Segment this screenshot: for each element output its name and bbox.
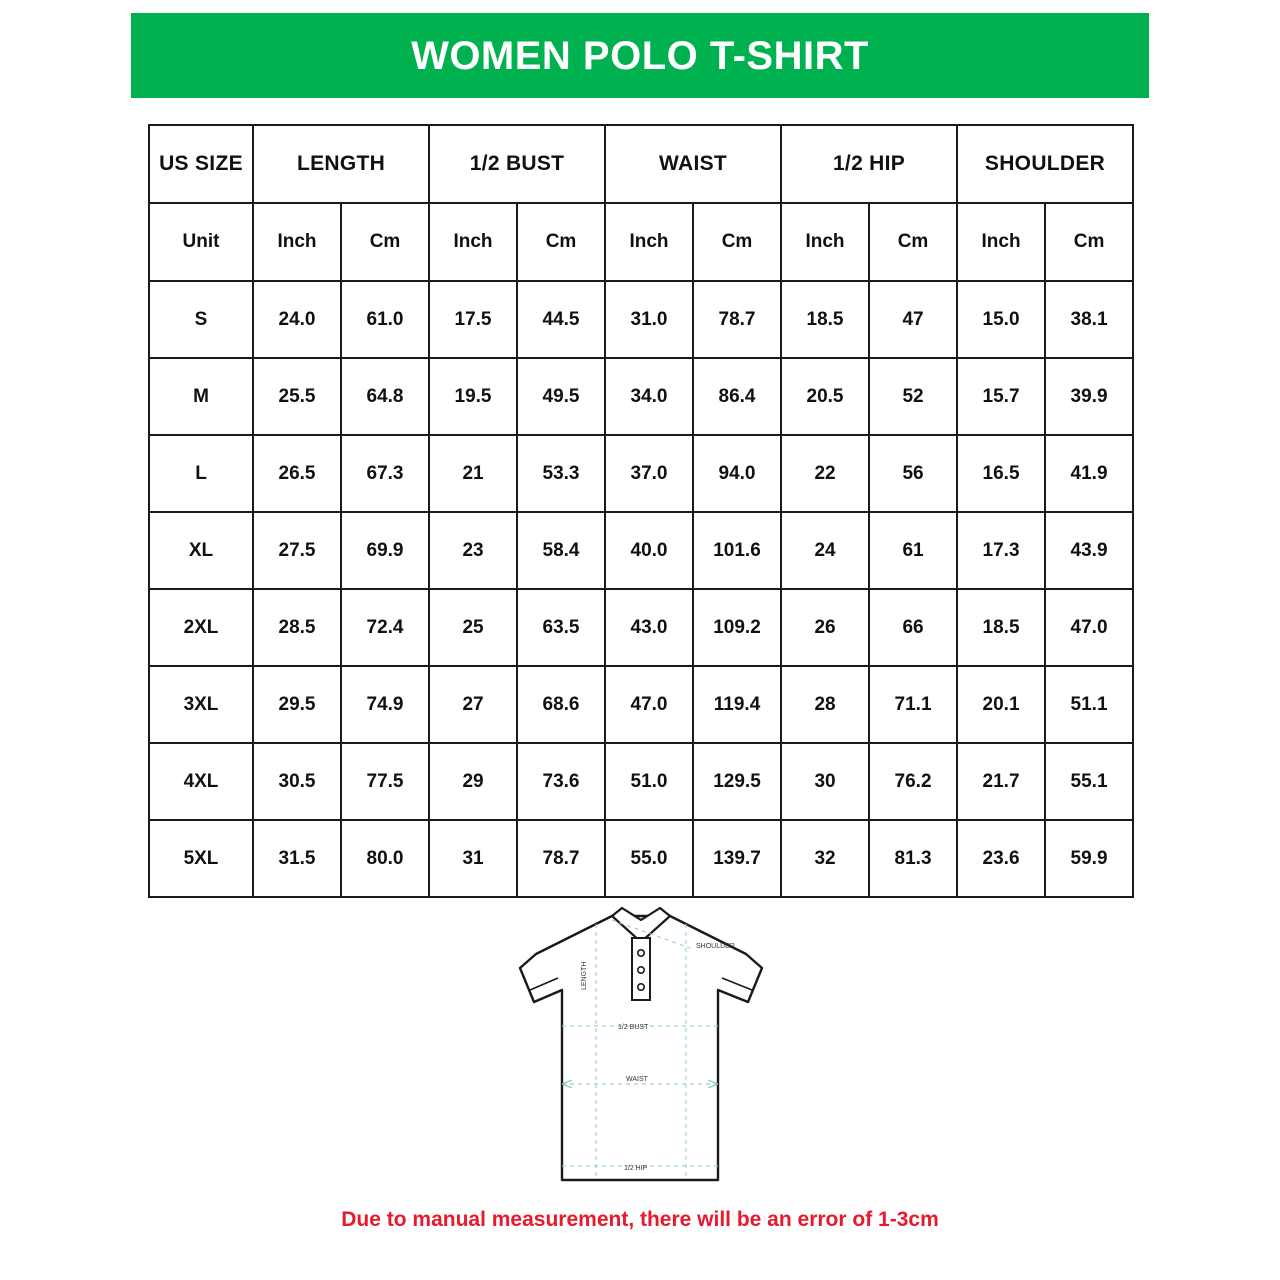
table-row (149, 589, 1133, 666)
group-header-waist: WAIST (605, 125, 781, 203)
cell-value: 37.0 (605, 435, 693, 512)
row-size-label: M (149, 358, 253, 435)
cell-value: 80.0 (341, 820, 429, 897)
cell-value: 15.0 (957, 281, 1045, 358)
row-size-label: 5XL (149, 820, 253, 897)
cell-value: 27.5 (253, 512, 341, 589)
cell-value: 47 (869, 281, 957, 358)
cell-value: 81.3 (869, 820, 957, 897)
cell-value: 24 (781, 512, 869, 589)
cell-value: 76.2 (869, 743, 957, 820)
row-size-label: S (149, 281, 253, 358)
cell-value: 139.7 (693, 820, 781, 897)
unit-header-waist-cm: Cm (693, 203, 781, 281)
unit-header-length-inch: Inch (253, 203, 341, 281)
cell-value: 31 (429, 820, 517, 897)
cell-value: 41.9 (1045, 435, 1133, 512)
unit-header-shoulder-inch: Inch (957, 203, 1045, 281)
table-row (149, 281, 1133, 358)
cell-value: 52 (869, 358, 957, 435)
cell-value: 32 (781, 820, 869, 897)
unit-header-shoulder-cm: Cm (1045, 203, 1133, 281)
cell-value: 28.5 (253, 589, 341, 666)
cell-value: 55.1 (1045, 743, 1133, 820)
unit-header-hip-inch: Inch (781, 203, 869, 281)
cell-value: 47.0 (1045, 589, 1133, 666)
cell-value: 74.9 (341, 666, 429, 743)
cell-value: 24.0 (253, 281, 341, 358)
cell-value: 49.5 (517, 358, 605, 435)
cell-value: 29 (429, 743, 517, 820)
cell-value: 39.9 (1045, 358, 1133, 435)
cell-value: 44.5 (517, 281, 605, 358)
cell-value: 77.5 (341, 743, 429, 820)
cell-value: 68.6 (517, 666, 605, 743)
table-row (149, 743, 1133, 820)
cell-value: 64.8 (341, 358, 429, 435)
cell-value: 56 (869, 435, 957, 512)
label-half-bust: 1/2 BUST (618, 1024, 649, 1031)
cell-value: 20.5 (781, 358, 869, 435)
cell-value: 67.3 (341, 435, 429, 512)
cell-value: 40.0 (605, 512, 693, 589)
row-size-label: 2XL (149, 589, 253, 666)
cell-value: 78.7 (517, 820, 605, 897)
cell-value: 119.4 (693, 666, 781, 743)
cell-value: 101.6 (693, 512, 781, 589)
cell-value: 28 (781, 666, 869, 743)
cell-value: 19.5 (429, 358, 517, 435)
label-waist: WAIST (626, 1076, 648, 1083)
cell-value: 17.5 (429, 281, 517, 358)
cell-value: 63.5 (517, 589, 605, 666)
cell-value: 17.3 (957, 512, 1045, 589)
cell-value: 71.1 (869, 666, 957, 743)
cell-value: 86.4 (693, 358, 781, 435)
cell-value: 43.0 (605, 589, 693, 666)
cell-value: 66 (869, 589, 957, 666)
table-row (149, 666, 1133, 743)
cell-value: 23.6 (957, 820, 1045, 897)
cell-value: 20.1 (957, 666, 1045, 743)
cell-value: 109.2 (693, 589, 781, 666)
cell-value: 38.1 (1045, 281, 1133, 358)
cell-value: 51.1 (1045, 666, 1133, 743)
unit-header-length-cm: Cm (341, 203, 429, 281)
cell-value: 73.6 (517, 743, 605, 820)
cell-value: 59.9 (1045, 820, 1133, 897)
unit-header-bust-cm: Cm (517, 203, 605, 281)
button-icon (638, 967, 644, 973)
button-icon (638, 984, 644, 990)
group-header-us-size: US SIZE (149, 125, 253, 203)
group-header-shoulder: SHOULDER (957, 125, 1133, 203)
unit-header-unit: Unit (149, 203, 253, 281)
cell-value: 22 (781, 435, 869, 512)
label-length: LENGTH (581, 961, 588, 990)
cell-value: 27 (429, 666, 517, 743)
cell-value: 51.0 (605, 743, 693, 820)
cell-value: 58.4 (517, 512, 605, 589)
cell-value: 30 (781, 743, 869, 820)
cell-value: 61.0 (341, 281, 429, 358)
cell-value: 21.7 (957, 743, 1045, 820)
cell-value: 29.5 (253, 666, 341, 743)
cell-value: 61 (869, 512, 957, 589)
row-size-label: 3XL (149, 666, 253, 743)
cell-value: 43.9 (1045, 512, 1133, 589)
header-banner (131, 13, 1149, 98)
group-header-half-hip: 1/2 HIP (781, 125, 957, 203)
cell-value: 18.5 (781, 281, 869, 358)
size-table-container (148, 124, 1132, 898)
table-row (149, 435, 1133, 512)
cell-value: 23 (429, 512, 517, 589)
cell-value: 53.3 (517, 435, 605, 512)
unit-header-hip-cm: Cm (869, 203, 957, 281)
cell-value: 16.5 (957, 435, 1045, 512)
cell-value: 26.5 (253, 435, 341, 512)
label-shoulder: SHOULDER (696, 943, 735, 950)
cell-value: 78.7 (693, 281, 781, 358)
cell-value: 21 (429, 435, 517, 512)
cell-value: 25.5 (253, 358, 341, 435)
cell-value: 72.4 (341, 589, 429, 666)
cell-value: 30.5 (253, 743, 341, 820)
button-icon (638, 950, 644, 956)
cell-value: 15.7 (957, 358, 1045, 435)
group-header-half-bust: 1/2 BUST (429, 125, 605, 203)
unit-header-waist-inch: Inch (605, 203, 693, 281)
cell-value: 55.0 (605, 820, 693, 897)
table-row (149, 820, 1133, 897)
row-size-label: L (149, 435, 253, 512)
group-header-length: LENGTH (253, 125, 429, 203)
cell-value: 47.0 (605, 666, 693, 743)
row-size-label: 4XL (149, 743, 253, 820)
cell-value: 94.0 (693, 435, 781, 512)
cell-value: 69.9 (341, 512, 429, 589)
table-group-header-row (149, 125, 1133, 203)
cell-value: 25 (429, 589, 517, 666)
cell-value: 34.0 (605, 358, 693, 435)
cell-value: 31.5 (253, 820, 341, 897)
cell-value: 18.5 (957, 589, 1045, 666)
page-title: WOMEN POLO T-SHIRT (411, 33, 869, 78)
unit-header-bust-inch: Inch (429, 203, 517, 281)
label-half-hip: 1/2 HIP (624, 1165, 648, 1172)
cell-value: 31.0 (605, 281, 693, 358)
cell-value: 129.5 (693, 743, 781, 820)
table-unit-header-row (149, 203, 1133, 281)
row-size-label: XL (149, 512, 253, 589)
table-row (149, 512, 1133, 589)
table-row (149, 358, 1133, 435)
measurement-note: Due to manual measurement, there will be an error of 1-3cm (341, 1208, 939, 1231)
polo-shirt-diagram (500, 898, 782, 1196)
cell-value: 26 (781, 589, 869, 666)
size-table (148, 124, 1134, 898)
